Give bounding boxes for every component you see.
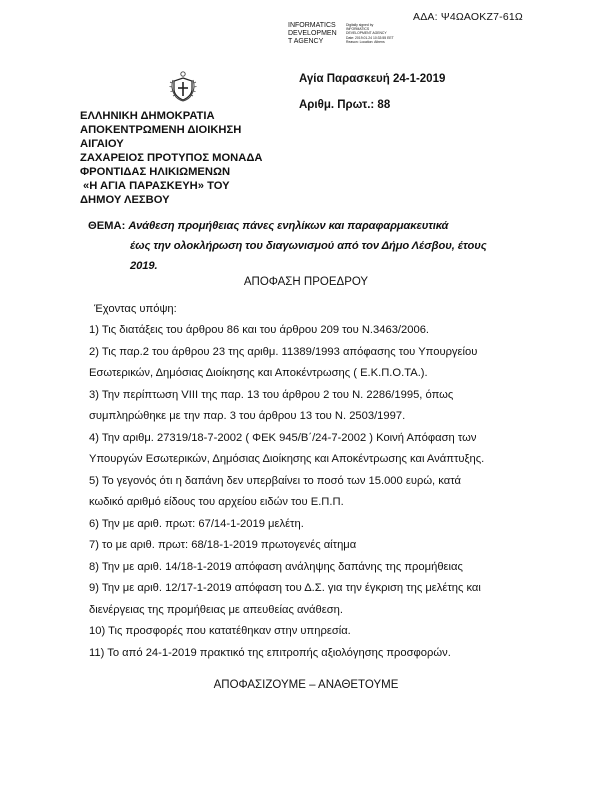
subject-text-1: Ανάθεση προμήθειας πάνες ενηλίκων και παραφαρμακευτικά [128,220,449,232]
subject-line-3: 2019. [130,260,158,272]
stamp-signer [288,22,337,47]
list-item: 4) Την αριθμ. 27319/18-7-2002 ( ΦΕΚ 945/Β΄/24-7-2002 ) Κοινή Απόφαση των [89,432,477,444]
list-item: Εσωτερικών, Δημόσιας Διοίκησης και Αποκέντρωσης ( Ε.Κ.Π.Ο.ΤΑ.). [89,367,428,379]
authority-line-2: ΑΠΟΚΕΝΤΡΩΜΕΝΗ ΔΙΟΙΚΗΣΗ [80,124,242,136]
authority-line-1: ΕΛΛΗΝΙΚΗ ΔΗΜΟΚΡΑΤΙΑ [80,110,215,122]
greek-coat-of-arms-icon [167,69,199,103]
list-item: 2) Τις παρ.2 του άρθρου 23 της αριθμ. 11389/1993 απόφασης του Υπουργείου [89,346,478,358]
list-item: 5) Το γεγονός ότι η δαπάνη δεν υπερβαίνει το ποσό των 15.000 ευρώ, κατά [89,475,461,487]
list-item: κωδικό αριθμό είδους του αρχείου ειδών του Ε.Π.Π. [89,496,344,508]
list-item: 7) το με αριθ. πρωτ: 68/18-1-2019 πρωτογενές αίτημα [89,539,357,551]
issuing-authority [80,109,262,207]
list-item: Υπουργών Εσωτερικών, Δημόσιας Διοίκησης και Αποκέντρωσης και Ανάπτυξης. [89,453,485,465]
document-date: Αγία Παρασκευή 24-1-2019 [299,73,446,85]
authority-line-4: ΖΑΧΑΡΕΙΟΣ ΠΡΟΤΥΠΟΣ ΜΟΝΑΔΑ [80,152,263,164]
list-item: 8) Την με αριθ. 14/18-1-2019 απόφαση ανάληψης δαπάνης της προμήθειας [89,561,463,573]
subject-line-2: έως την ολοκλήρωση του διαγωνισμού από τον Δήμο Λέσβου, έτους [130,240,487,252]
list-item: 11) Το από 24-1-2019 πρακτικό της επιτροπής αξιολόγησης προσφορών. [89,647,451,659]
protocol-number: Αριθμ. Πρωτ.: 88 [299,99,391,111]
authority-line-7: ΔΗΜΟΥ ΛΕΣΒΟΥ [80,194,170,206]
stamp-signature-details: Digitally signed by INFORMATICS DEVELOPMENT AGENCY Date: 2019.01.24 10:33:55 EET Reason: Location: Athens [346,23,394,44]
subject-line-1 [88,216,448,236]
decision-title: ΑΠΟΦΑΣΙΖΟΥΜΕ – ΑΝΑΘΕΤΟΥΜΕ [213,679,399,691]
stamp-line-1: INFORMATICS [288,22,336,29]
subject-label: ΘΕΜΑ: [88,220,126,232]
stamp-line-2: DEVELOPMEN [288,30,337,38]
digital-signature-stamp [288,22,394,56]
list-item: συμπληρώθηκε με την παρ. 3 του άρθρου 13 του Ν. 2503/1997. [89,410,406,422]
considering-label: Έχοντας υπόψη: [94,303,177,315]
list-item: 9) Την με αριθ. 12/17-1-2019 απόφαση του Δ.Σ. για την έγκριση της μελέτης και [89,582,481,594]
authority-line-5: ΦΡΟΝΤΙΔΑΣ ΗΛΙΚΙΩΜΕΝΩΝ [80,166,231,178]
list-item: 6) Την με αριθ. πρωτ: 67/14-1-2019 μελέτη. [89,518,304,530]
authority-line-6: «Η ΑΓΙΑ ΠΑΡΑΣΚΕΥΗ» ΤΟΥ [83,180,230,192]
decision-heading: ΑΠΟΦΑΣΗ ΠΡΟΕΔΡΟΥ [243,276,369,288]
ada-code: ΑΔΑ: Ψ4ΩΑΟΚΖ7-61Ω [413,11,523,23]
list-item: 1) Τις διατάξεις του άρθρου 86 και του άρθρου 209 του Ν.3463/2006. [89,324,430,336]
list-item: 3) Την περίπτωση VIII της παρ. 13 του άρθρου 2 του Ν. 2286/1995, όπως [89,389,454,401]
authority-line-3: ΑΙΓΑΙΟΥ [80,138,124,150]
stamp-line-3: T AGENCY [288,38,324,46]
list-item: διενέργειας της προμήθειας με απευθείας ανάθεση. [89,604,343,616]
list-item: 10) Τις προσφορές που κατατέθηκαν στην υπηρεσία. [89,625,351,637]
